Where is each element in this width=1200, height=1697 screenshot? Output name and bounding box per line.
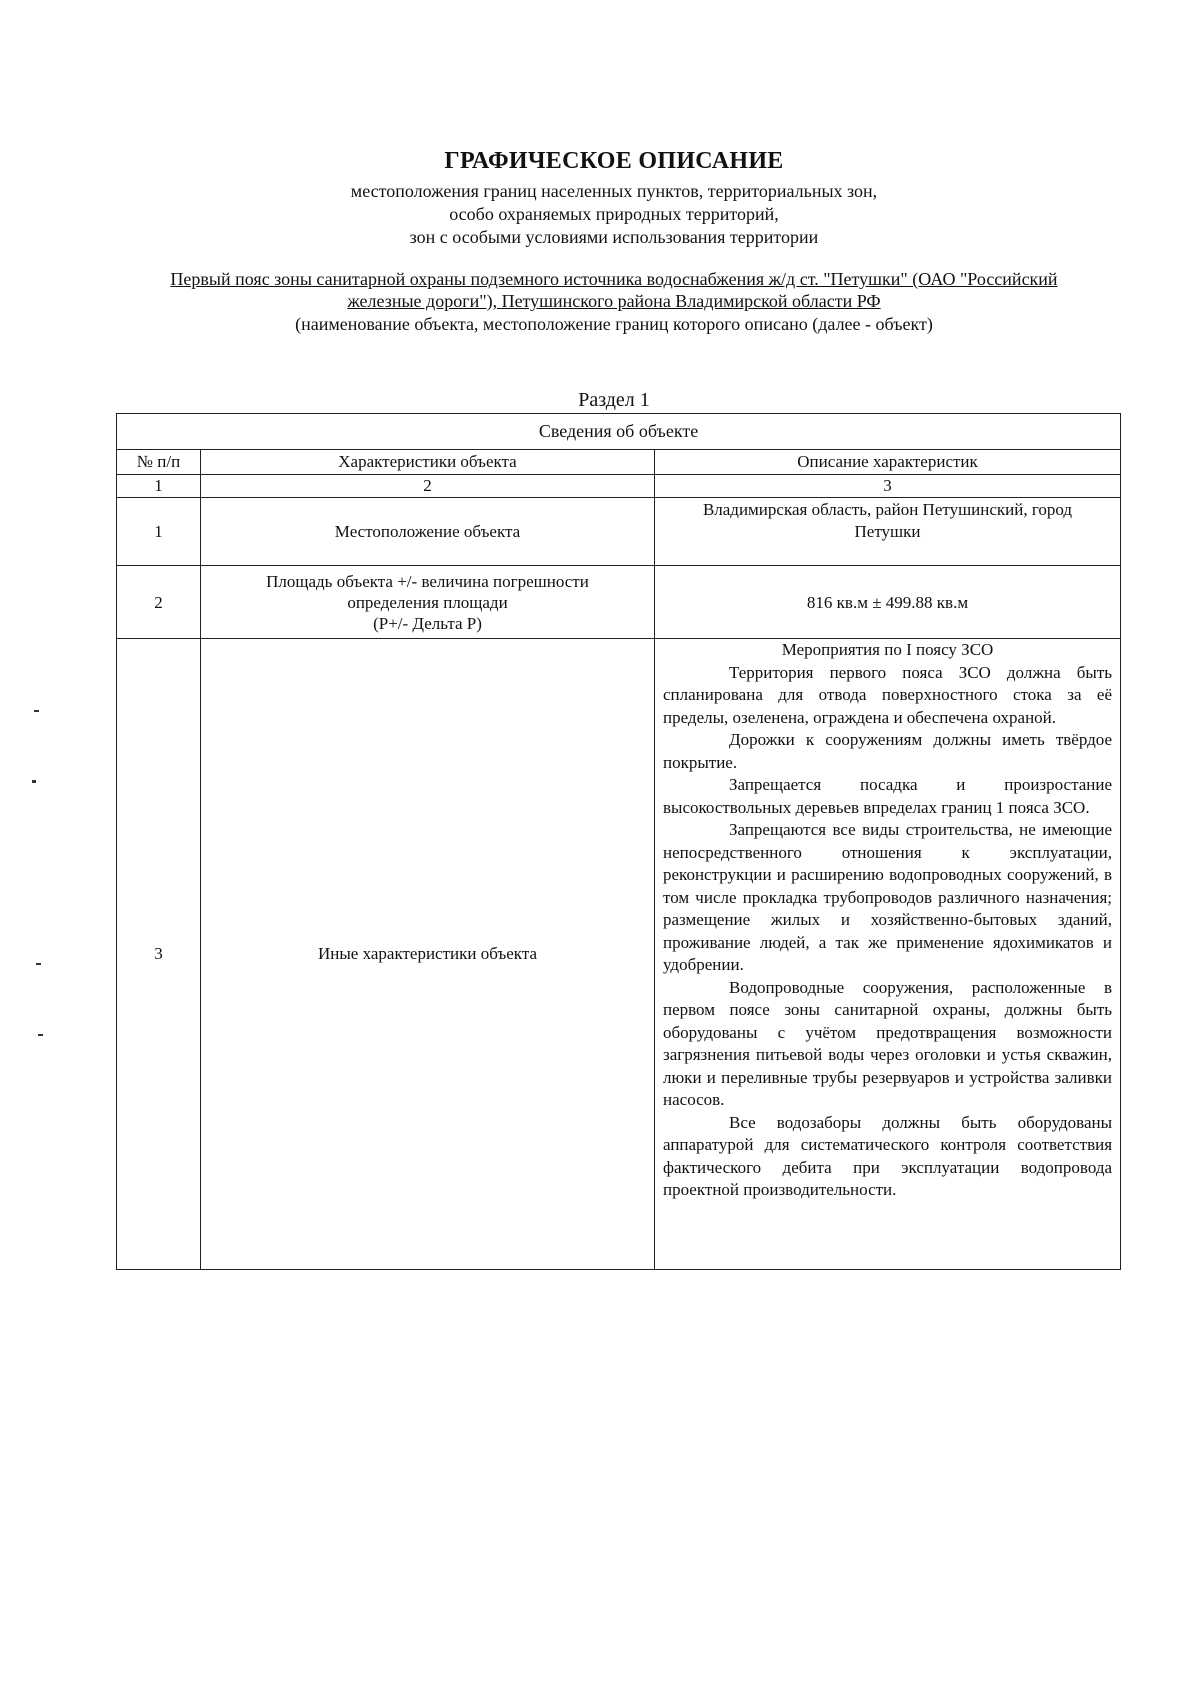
scan-mark [36, 963, 41, 965]
table-title-row [117, 414, 1121, 450]
column-number: 1 [117, 475, 201, 498]
section-title: Раздел 1 [578, 389, 650, 411]
column-header-description: Описание характеристик [655, 450, 1121, 475]
description-heading: Мероприятия по I поясу ЗСО [781, 640, 994, 659]
row-number: 1 [117, 498, 201, 566]
scan-mark [32, 780, 36, 783]
table-row [117, 498, 1121, 566]
table-title: Сведения об объекте [117, 414, 1121, 450]
column-header-characteristic: Характеристики объекта [201, 450, 655, 475]
object-info-table [116, 413, 1121, 1270]
scan-mark [34, 710, 39, 712]
description-line: Владимирская область, район Петушинский, город [702, 500, 1073, 519]
subtitle-line: особо охраняемых природных территорий, [449, 204, 779, 224]
row-description [655, 498, 1121, 566]
row-description: 816 кв.м ± 499.88 кв.м [655, 566, 1121, 639]
description-paragraph: Запрещаются все виды строительства, не имеющие непосредственного отношения к эксплуатации, реконструкции и расширению водопроводных сооружений, в том числе прокладка трубопроводов различного назначения; размещение жилых и хозяйственно-бытовых зданий, проживание людей, а так же применение ядохимикатов и удобрении. [663, 820, 1113, 974]
column-number: 3 [655, 475, 1121, 498]
characteristic-line: определения площади [347, 592, 508, 612]
characteristic-line: (P+/- Дельта P) [373, 613, 482, 633]
document-subtitle [0, 180, 1200, 249]
description-line: Петушки [854, 522, 921, 541]
table-row [117, 639, 1121, 1270]
object-name-line: железные дороги"), Петушинского района Владимирской области РФ [347, 291, 881, 311]
column-header-row [117, 450, 1121, 475]
document-title: ГРАФИЧЕСКОЕ ОПИСАНИЕ [444, 148, 784, 174]
description-paragraph: Территория первого пояса ЗСО должна быть спланирована для отвода поверхностного стока за её пределы, озеленена, ограждена и обеспечена охраной. [663, 662, 1113, 727]
description-paragraph: Дорожки к сооружениям должны иметь твёрдое покрытие. [663, 730, 1113, 772]
row-characteristic: Местоположение объекта [201, 498, 655, 566]
subtitle-line: местоположения границ населенных пунктов, территориальных зон, [350, 181, 878, 201]
row-description [655, 639, 1121, 1270]
object-name [120, 268, 1108, 312]
column-number-row [117, 475, 1121, 498]
object-caption: (наименование объекта, местоположение границ которого описано (далее - объект) [295, 314, 933, 334]
row-number: 3 [117, 639, 201, 1270]
subtitle-line: зон с особыми условиями использования территории [409, 227, 819, 247]
object-name-line: Первый пояс зоны санитарной охраны подземного источника водоснабжения ж/д ст. "Петушки" (ОАО "Российский [170, 269, 1058, 289]
scan-mark [38, 1034, 43, 1036]
description-paragraph: Водопроводные сооружения, расположенные в первом поясе зоны санитарной охраны, должны быть оборудованы с учётом предотвращения возможности загрязнения питьевой воды через оголовки и устья скважин, люки и переливные трубы резервуаров и устройства заливки насосов. [663, 977, 1113, 1109]
row-characteristic [201, 566, 655, 639]
characteristic-line: Площадь объекта +/- величина погрешности [266, 571, 589, 591]
description-paragraph: Запрещается посадка и произростание высокоствольных деревьев впределах границ 1 пояса ЗСО. [663, 775, 1113, 817]
table-row [117, 566, 1121, 639]
row-characteristic: Иные характеристики объекта [201, 639, 655, 1270]
column-header-number: № п/п [117, 450, 201, 475]
column-number: 2 [201, 475, 655, 498]
row-number: 2 [117, 566, 201, 639]
description-paragraph: Все водозаборы должны быть оборудованы аппаратурой для систематического контроля соответствия фактического дебита при эксплуатации водопровода проектной производительности. [663, 1112, 1113, 1199]
